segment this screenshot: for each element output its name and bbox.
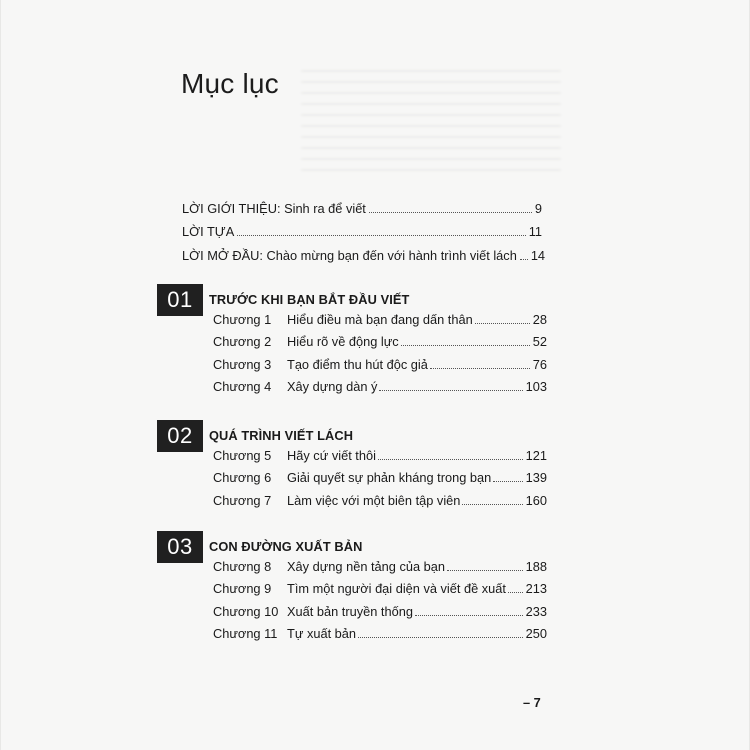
chapter-label: Chương 3 [213,356,272,372]
toc-entry-title: LỜI TỰA [182,224,235,239]
chapter-page: 103 [525,379,547,394]
part-title: CON ĐƯỜNG XUẤT BẢN [209,539,363,554]
part-number-badge: 01 [157,284,203,316]
chapter-label: Chương 10 [213,603,279,619]
chapter-entry [213,574,547,597]
toc-entry-preface [182,216,542,240]
chapter-page: 160 [525,492,547,508]
toc-entry-title: LỜI GIỚI THIỆU: Sinh ra để viết [182,200,366,216]
chapter-title: Hiểu rõ về động lực [287,334,399,349]
chapter-entry [213,327,547,350]
dot-leader [237,234,525,236]
part-number-badge: 02 [157,420,203,452]
chapter-entry [213,596,547,619]
chapter-entry [213,304,547,327]
dot-leader [378,458,523,460]
chapter-title: Giải quyết sự phản kháng trong bạn [287,470,492,485]
chapter-page: 121 [525,447,547,463]
chapter-page: 139 [525,470,547,485]
dot-leader [462,503,522,505]
page-number: – 7 [523,695,541,710]
dot-leader [379,389,522,391]
part-section-02 [157,420,547,508]
part-title: TRƯỚC KHI BẠN BẮT ĐẦU VIẾT [209,292,410,307]
chapter-label: Chương 6 [213,470,272,485]
dot-leader [415,614,523,616]
dot-leader [447,569,523,571]
chapter-list [213,440,547,508]
chapter-page: 52 [532,334,547,349]
chapter-label: Chương 5 [213,447,272,463]
intro-section [182,192,546,263]
dot-leader [369,211,532,213]
chapter-title: Tự xuất bản [287,626,357,641]
chapter-entry [213,463,547,486]
chapter-title: Xây dựng nền tảng của bạn [287,558,445,574]
dot-leader [358,636,523,638]
chapter-title: Xây dựng dàn ý [287,379,378,394]
chapter-entry [213,440,547,463]
toc-entry-prologue [182,239,546,263]
chapter-entry [213,551,547,574]
chapter-title: Tạo điểm thu hút độc giả [287,356,428,372]
chapter-label: Chương 8 [213,558,272,574]
chapter-entry [213,349,547,372]
toc-entry-introduction [182,192,542,216]
chapter-label: Chương 11 [213,626,278,641]
dot-leader [520,258,528,260]
chapter-entry [213,619,547,642]
part-title: QUÁ TRÌNH VIẾT LÁCH [209,428,354,443]
toc-entry-title: LỜI MỞ ĐẦU: Chào mừng bạn đến với hành trình viết lách [182,247,517,263]
dot-leader [430,367,530,369]
dot-leader [401,344,530,346]
chapter-page: 233 [525,603,547,619]
dot-leader [493,480,522,482]
chapter-title: Hãy cứ viết thôi [287,447,376,463]
chapter-page: 213 [525,581,547,596]
bleed-through-texture [301,70,561,180]
chapter-label: Chương 1 [213,311,272,327]
toc-entry-page: 11 [528,224,542,239]
chapter-page: 76 [532,356,547,372]
chapter-label: Chương 4 [213,379,272,394]
chapter-page: 250 [525,626,547,641]
chapter-title: Tìm một người đại diện và viết đề xuất [287,581,506,596]
chapter-list [213,551,547,641]
part-section-03 [157,531,547,641]
chapter-label: Chương 9 [213,581,272,596]
dot-leader [475,322,530,324]
chapter-title: Hiểu điều mà bạn đang dấn thân [287,311,473,327]
chapter-label: Chương 2 [213,334,272,349]
chapter-title: Làm việc với một biên tập viên [287,492,461,508]
dot-leader [508,591,523,593]
chapter-page: 188 [525,558,547,574]
page-title: Mục lục [181,68,279,99]
toc-entry-page: 14 [530,247,546,263]
part-number-badge: 03 [157,531,203,563]
chapter-list [213,304,547,394]
chapter-entry [213,485,547,508]
chapter-label: Chương 7 [213,492,272,508]
toc-entry-page: 9 [534,200,542,216]
part-section-01 [157,284,547,394]
chapter-page: 28 [532,311,547,327]
chapter-entry [213,372,547,395]
chapter-title: Xuất bản truyền thống [287,603,413,619]
